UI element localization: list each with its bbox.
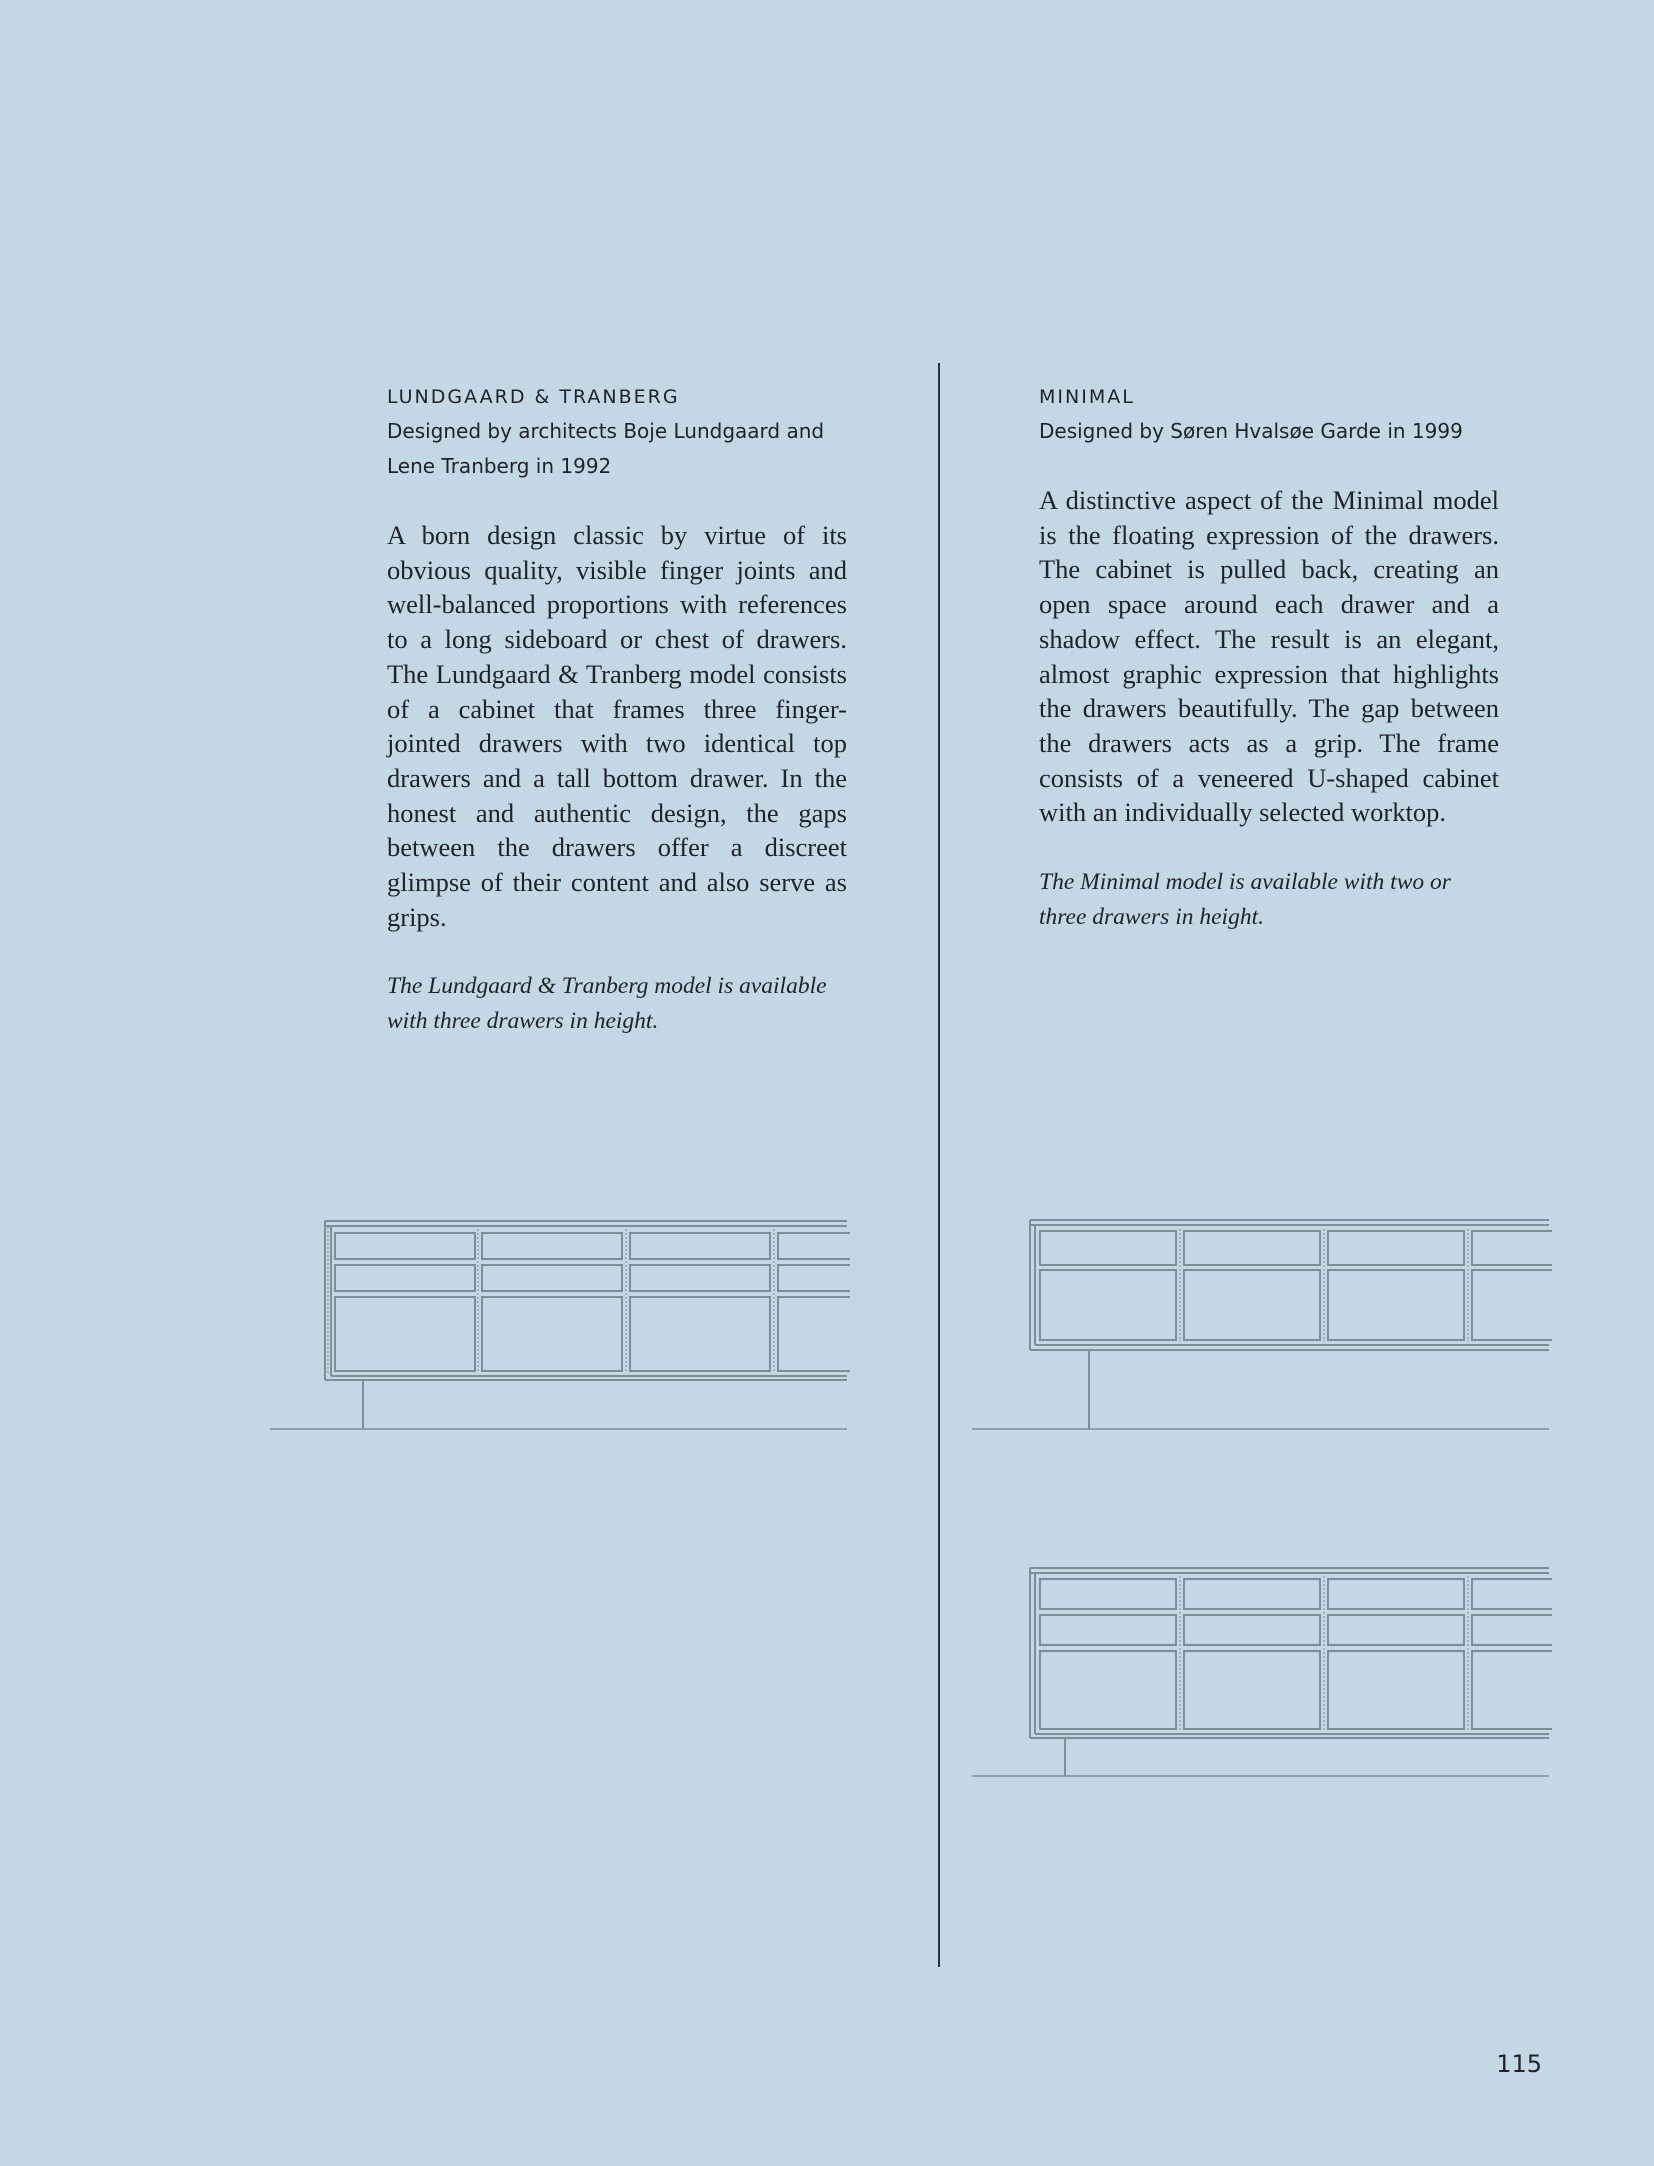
lundgaard-tranberg-note: The Lundgaard & Tranberg model is available with three drawers in height. xyxy=(387,973,827,1035)
minimal-section xyxy=(1039,380,1499,935)
lundgaard-tranberg-drawing xyxy=(270,1215,850,1435)
lundgaard-tranberg-title: LUNDGAARD & TRANBERG xyxy=(387,386,680,408)
minimal-title: MINIMAL xyxy=(1039,386,1135,408)
minimal-credit: Designed by Søren Hvalsøe Garde in 1999 xyxy=(1039,419,1463,443)
lundgaard-tranberg-section xyxy=(387,380,847,1039)
minimal-description: A distinctive aspect of the Minimal model is the floating expression of the drawers. The cabinet is pulled back, creating an open space around each drawer and a shadow effect. The result is an elegant, almost graphic expression that highlights the drawers beautifully. The gap between the drawers acts as a grip. The frame consists of a veneered U-shaped cabinet with an individually selected worktop. xyxy=(1039,485,1499,828)
minimal-note: The Minimal model is available with two or three drawers in height. xyxy=(1039,869,1451,931)
page-number: 115 xyxy=(1496,2050,1542,2078)
lundgaard-tranberg-description: A born design classic by virtue of its obvious quality, visible finger joints and well-balanced proportions with references to a long sideboard or chest of drawers. The Lundgaard & Tranberg model consists of a cabinet that frames three finger-jointed drawers with two identical top drawers and a tall bottom drawer. In the honest and authentic design, the gaps between the drawers offer a discreet glimpse of their content and also serve as grips. xyxy=(387,520,847,932)
column-divider xyxy=(938,363,940,1967)
minimal-two-drawer-drawing xyxy=(972,1215,1552,1435)
lundgaard-tranberg-credit: Designed by architects Boje Lundgaard and Lene Tranberg in 1992 xyxy=(387,419,825,478)
minimal-three-drawer-drawing xyxy=(972,1562,1552,1782)
